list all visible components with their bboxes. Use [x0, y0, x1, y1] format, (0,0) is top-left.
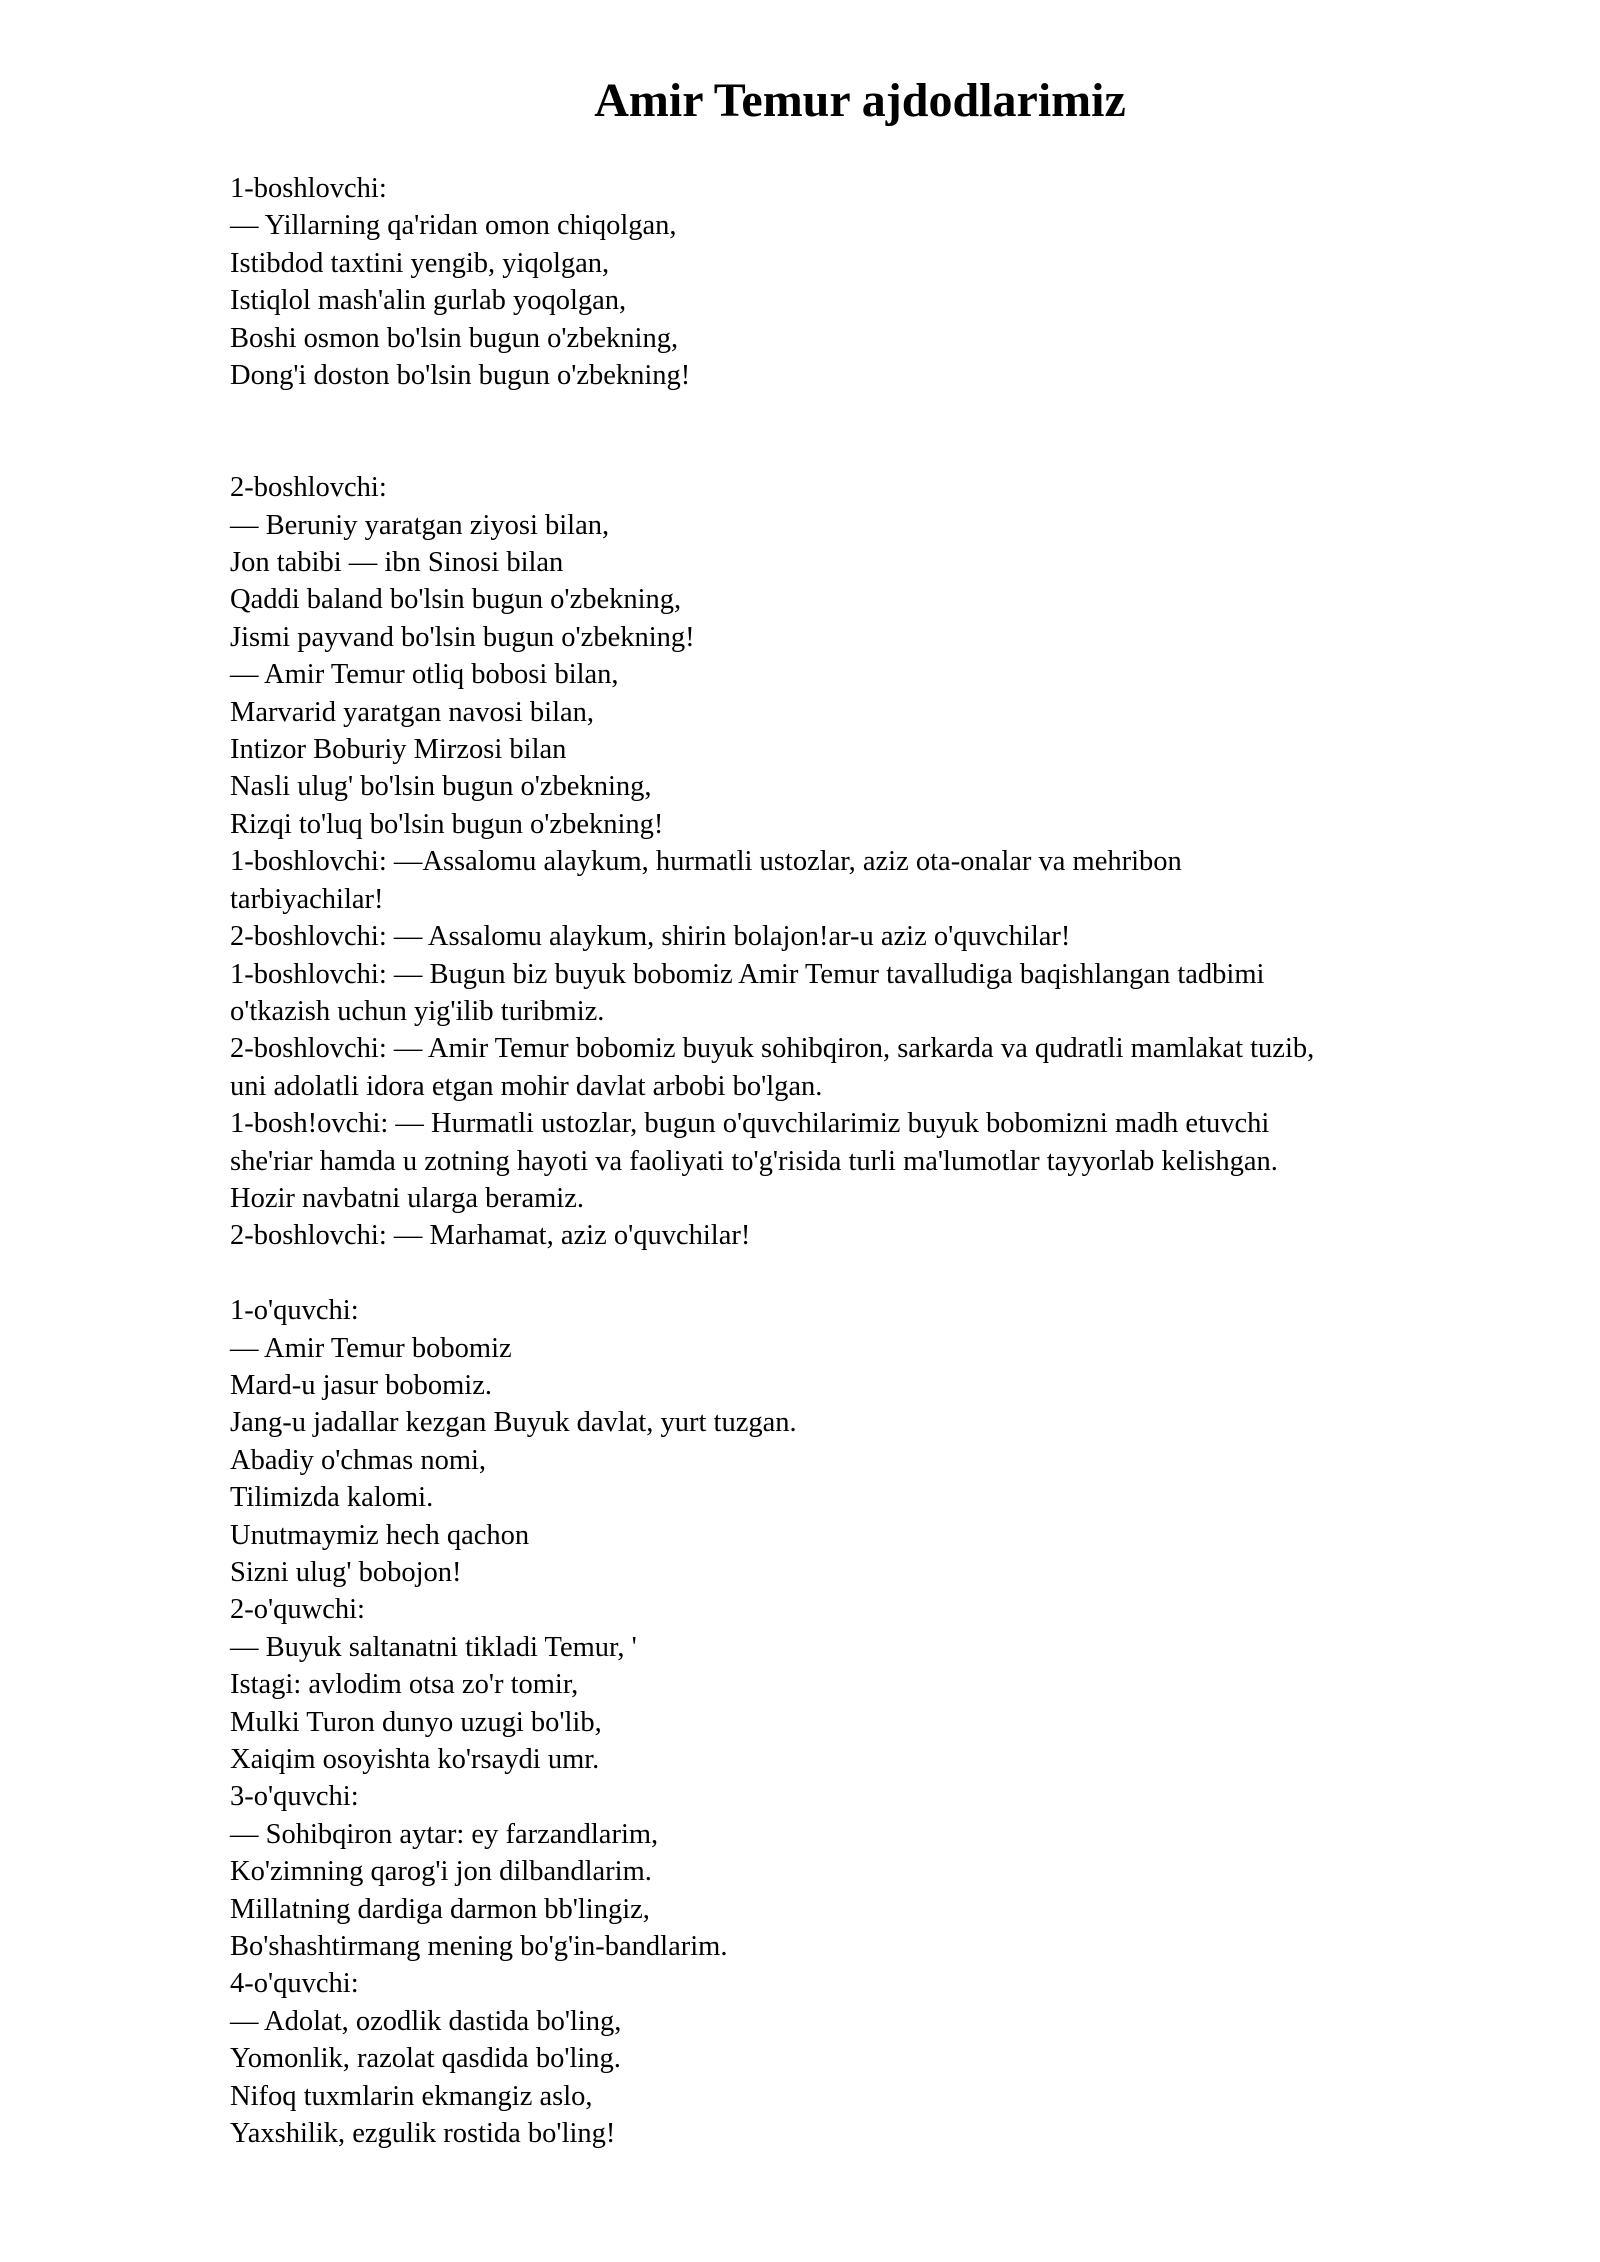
text-line: o'tkazish uchun yig'ilib turibmiz.	[230, 995, 605, 1027]
text-line: Jang-u jadallar kezgan Buyuk davlat, yurt tuzgan.	[230, 1407, 797, 1439]
text-line: 2-boshlovchi: — Marhamat, aziz o'quvchilar!	[230, 1220, 751, 1252]
text-line: Boshi osmon bo'lsin bugun o'zbekning,	[230, 322, 679, 354]
text-line: — Amir Temur bobomiz	[230, 1332, 512, 1364]
text-line: Istibdod taxtini yengib, yiqolgan,	[230, 247, 610, 279]
text-line: 1-boshlovchi: — Bugun biz buyuk bobomiz Amir Temur tavalludiga baqishlangan tadbimi	[230, 958, 1265, 990]
text-line: — Buyuk saltanatni tikladi Temur, '	[230, 1631, 637, 1663]
text-line: 1-o'quvchi:	[230, 1295, 359, 1327]
text-line: — Beruniy yaratgan ziyosi bilan,	[230, 509, 610, 541]
text-line: tarbiyachilar!	[230, 883, 384, 915]
text-line: she'riar hamda u zotning hayoti va faoliyati to'g'risida turli ma'lumotlar tayyorlab kelishgan.	[230, 1145, 1278, 1177]
text-line: Mard-u jasur bobomiz.	[230, 1369, 492, 1401]
text-line: Mulki Turon dunyo uzugi bo'lib,	[230, 1706, 602, 1738]
text-line: — Amir Temur otliq bobosi bilan,	[230, 659, 619, 691]
text-line: 4-o'quvchi:	[230, 1968, 359, 2000]
text-line: — Adolat, ozodlik dastida bo'ling,	[230, 2005, 622, 2037]
section-spacer	[230, 1255, 1490, 1292]
text-line: — Yillarning qa'ridan omon chiqolgan,	[230, 210, 677, 242]
text-line: Unutmaymiz hech qachon	[230, 1519, 530, 1551]
text-line: Rizqi to'luq bo'lsin bugun o'zbekning!	[230, 808, 664, 840]
text-line: 1-bosh!ovchi: — Hurmatli ustozlar, bugun o'quvchilarimiz buyuk bobomizni madh etuvchi	[230, 1108, 1270, 1140]
document-body	[230, 170, 1490, 2153]
section-3	[230, 1292, 1490, 2152]
text-line: Marvarid yaratgan navosi bilan,	[230, 696, 595, 728]
section-2	[230, 469, 1490, 1255]
text-line: Sizni ulug' bobojon!	[230, 1557, 462, 1588]
text-line: uni adolatli idora etgan mohir davlat arbobi bo'lgan.	[230, 1070, 823, 1102]
document-title: Amir Temur ajdodlarimiz	[594, 74, 1126, 127]
text-line: Jismi payvand bo'lsin bugun o'zbekning!	[230, 621, 695, 653]
text-line: Nifoq tuxmlarin ekmangiz aslo,	[230, 2080, 593, 2112]
text-line: 1-boshlovchi:	[230, 173, 387, 204]
text-line: Qaddi baland bo'lsin bugun o'zbekning,	[230, 584, 682, 616]
text-line: Ko'zimning qarog'i jon dilbandlarim.	[230, 1856, 652, 1888]
text-line: Nasli ulug' bo'lsin bugun o'zbekning,	[230, 771, 652, 803]
text-line: — Sohibqiron aytar: ey farzandlarim,	[230, 1818, 659, 1850]
text-line: 1-boshlovchi: —Assalomu alaykum, hurmatli ustozlar, aziz ota-onalar va mehribon	[230, 846, 1182, 878]
text-line: Istagi: avlodim otsa zo'r tomir,	[230, 1669, 579, 1701]
text-line: Millatning dardiga darmon bb'lingiz,	[230, 1893, 650, 1925]
text-line: 2-boshlovchi:	[230, 472, 387, 504]
text-line: Abadiy o'chmas nomi,	[230, 1444, 487, 1476]
text-line: Jon tabibi — ibn Sinosi bilan	[230, 547, 564, 579]
text-line: Intizor Boburiy Mirzosi bilan	[230, 734, 567, 766]
section-spacer	[230, 394, 1490, 469]
section-1	[230, 170, 1490, 394]
text-line: Istiqlol mash'alin gurlab yoqolgan,	[230, 285, 627, 317]
text-line: 2-o'quwchi:	[230, 1594, 365, 1626]
text-line: 2-boshlovchi: — Amir Temur bobomiz buyuk sohibqiron, sarkarda va qudratli mamlakat tuzib,	[230, 1033, 1315, 1065]
text-line: Tilimizda kalomi.	[230, 1482, 434, 1514]
text-line: Yomonlik, razolat qasdida bo'ling.	[230, 2043, 621, 2075]
text-line: Dong'i doston bo'lsin bugun o'zbekning!	[230, 360, 691, 392]
text-line: Bo'shashtirmang mening bo'g'in-bandlarim.	[230, 1931, 728, 1963]
text-line: Hozir navbatni ularga beramiz.	[230, 1182, 584, 1214]
text-line: 3-o'quvchi:	[230, 1781, 359, 1813]
text-line: Xaiqim osoyishta ko'rsaydi umr.	[230, 1744, 600, 1776]
text-line: Yaxshilik, ezgulik rostida bo'ling!	[230, 2118, 616, 2150]
text-line: 2-boshlovchi: — Assalomu alaykum, shirin bolajon!ar-u aziz o'quvchilar!	[230, 921, 1071, 953]
